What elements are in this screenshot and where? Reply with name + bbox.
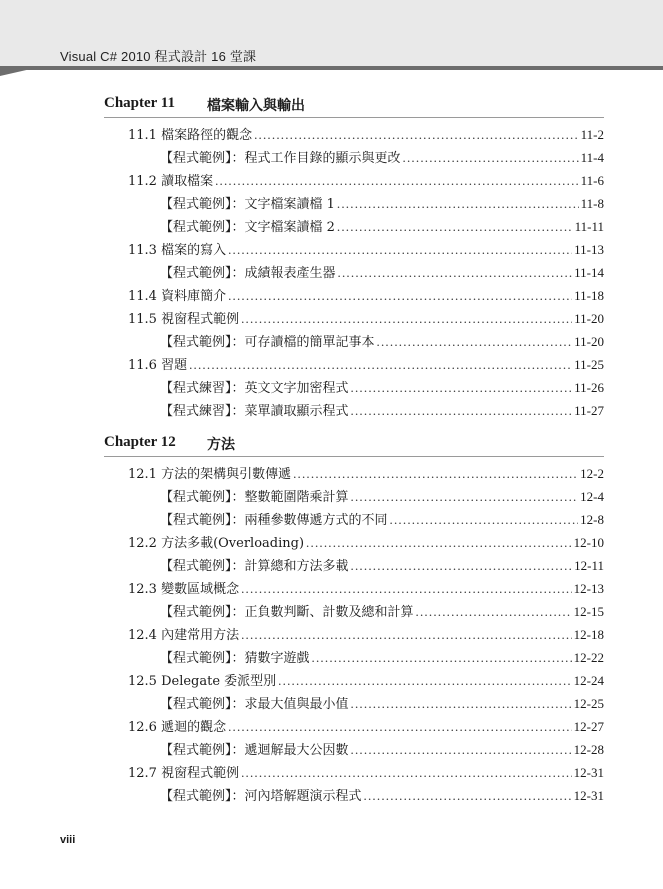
toc-entry-page: 12-25 bbox=[573, 696, 604, 711]
toc-list bbox=[104, 462, 604, 807]
toc-leader-dots bbox=[403, 146, 579, 169]
toc-example-entry bbox=[104, 738, 604, 761]
toc-entry-page: 12-28 bbox=[573, 742, 604, 757]
toc-entry-label: 11.1 檔案路徑的觀念 bbox=[128, 128, 253, 143]
toc-entry-page: 11-25 bbox=[574, 357, 604, 372]
toc-section-entry bbox=[104, 123, 604, 146]
toc-entry-label: 12.3 變數區域概念 bbox=[128, 582, 240, 597]
toc-entry-label: 【程式練習】：英文文字加密程式 bbox=[160, 381, 349, 396]
toc-leader-dots bbox=[364, 784, 572, 807]
book-title: Visual C# 2010 程式設計 16 堂課 bbox=[60, 49, 257, 64]
chapter-heading bbox=[104, 95, 604, 117]
toc-leader-dots bbox=[189, 353, 572, 376]
chapter-rule bbox=[104, 456, 604, 457]
toc-section-entry bbox=[104, 284, 604, 307]
toc-leader-dots bbox=[241, 761, 572, 784]
toc-example-entry bbox=[104, 508, 604, 531]
toc-leader-dots bbox=[338, 261, 573, 284]
chapter-11 bbox=[104, 95, 604, 419]
toc-leader-dots bbox=[306, 531, 572, 554]
toc-entry-label: 11.3 檔案的寫入 bbox=[128, 243, 227, 258]
toc-entry-page: 11-2 bbox=[580, 127, 604, 142]
toc-entry-page: 12-22 bbox=[573, 650, 604, 665]
toc-leader-dots bbox=[228, 238, 572, 261]
toc-section-entry bbox=[104, 669, 604, 692]
toc-entry-label: 【程式範例】：程式工作目錄的顯示與更改 bbox=[160, 151, 401, 166]
toc-example-entry bbox=[104, 215, 604, 238]
toc-leader-dots bbox=[351, 399, 573, 422]
toc-section-entry bbox=[104, 462, 604, 485]
toc-entry-page: 11-18 bbox=[574, 288, 604, 303]
toc-entry-label: 【程式範例】：河內塔解題演示程式 bbox=[160, 789, 362, 804]
toc-entry-page: 12-2 bbox=[580, 466, 604, 481]
toc-example-entry bbox=[104, 330, 604, 353]
toc-entry-page: 12-8 bbox=[580, 512, 604, 527]
chapter-title: 檔案輸入與輸出 bbox=[207, 98, 305, 114]
toc-entry-page: 12-24 bbox=[573, 673, 604, 688]
chapter-number: Chapter 11 bbox=[104, 95, 175, 111]
toc-entry-page: 12-27 bbox=[573, 719, 604, 734]
toc-entry-label: 【程式範例】：正負數判斷、計數及總和計算 bbox=[160, 605, 414, 620]
toc-leader-dots bbox=[351, 692, 572, 715]
toc-entry-page: 11-26 bbox=[574, 380, 604, 395]
toc-entry-page: 12-15 bbox=[573, 604, 604, 619]
toc-entry-label: 12.6 遞迴的觀念 bbox=[128, 720, 227, 735]
toc-entry-page: 11-27 bbox=[574, 403, 604, 418]
toc-entry-page: 12-31 bbox=[573, 788, 604, 803]
toc-section-entry bbox=[104, 577, 604, 600]
toc-leader-dots bbox=[351, 376, 573, 399]
toc-leader-dots bbox=[293, 462, 578, 485]
toc-section-entry bbox=[104, 307, 604, 330]
toc-section-entry bbox=[104, 531, 604, 554]
toc-entry-label: 11.4 資料庫簡介 bbox=[128, 289, 227, 304]
toc-entry-label: 【程式範例】：文字檔案讀檔 1 bbox=[160, 197, 335, 212]
toc-entry-label: 【程式範例】：計算總和方法多載 bbox=[160, 559, 349, 574]
toc-example-entry bbox=[104, 399, 604, 422]
toc-list bbox=[104, 123, 604, 422]
toc-entry-label: 【程式範例】：可存讀檔的簡單記事本 bbox=[160, 335, 375, 350]
toc-leader-dots bbox=[254, 123, 579, 146]
toc-entry-page: 11-4 bbox=[580, 150, 604, 165]
toc-leader-dots bbox=[241, 623, 572, 646]
chapter-number: Chapter 12 bbox=[104, 434, 176, 450]
toc-entry-label: 12.1 方法的架構與引數傳遞 bbox=[128, 467, 292, 482]
toc-entry-page: 12-31 bbox=[573, 765, 604, 780]
page-number: viii bbox=[60, 834, 76, 846]
chapter-heading bbox=[104, 434, 604, 456]
toc-entry-label: 11.5 視窗程式範例 bbox=[128, 312, 240, 327]
header-rule bbox=[0, 66, 663, 70]
toc-entry-label: 【程式範例】：求最大值與最小值 bbox=[160, 697, 349, 712]
toc-entry-label: 【程式範例】：遞迴解最大公因數 bbox=[160, 743, 349, 758]
toc-section-entry bbox=[104, 715, 604, 738]
toc-section-entry bbox=[104, 169, 604, 192]
toc-entry-page: 11-6 bbox=[580, 173, 604, 188]
toc-entry-label: 12.2 方法多載(Overloading) bbox=[128, 536, 305, 551]
toc-leader-dots bbox=[351, 554, 573, 577]
toc-example-entry bbox=[104, 146, 604, 169]
chapter-title: 方法 bbox=[207, 437, 235, 453]
toc-entry-label: 【程式範例】：文字檔案讀檔 2 bbox=[160, 220, 335, 235]
toc-example-entry bbox=[104, 600, 604, 623]
toc-leader-dots bbox=[228, 715, 572, 738]
toc-entry-label: 11.6 習題 bbox=[128, 358, 188, 373]
running-header bbox=[0, 0, 663, 68]
toc-entry-page: 11-13 bbox=[574, 242, 604, 257]
toc-section-entry bbox=[104, 761, 604, 784]
toc-entry-label: 12.5 Delegate 委派型別 bbox=[128, 674, 277, 689]
toc-entry-page: 11-20 bbox=[574, 334, 604, 349]
toc-leader-dots bbox=[377, 330, 573, 353]
toc-entry-page: 11-14 bbox=[574, 265, 604, 280]
toc-entry-label: 12.7 視窗程式範例 bbox=[128, 766, 240, 781]
toc-entry-label: 【程式練習】：菜單讀取顯示程式 bbox=[160, 404, 349, 419]
toc-entry-label: 【程式範例】：整數範圍階乘計算 bbox=[160, 490, 349, 505]
toc-leader-dots bbox=[241, 307, 572, 330]
toc-section-entry bbox=[104, 353, 604, 376]
toc-leader-dots bbox=[351, 738, 572, 761]
toc-entry-label: 12.4 內建常用方法 bbox=[128, 628, 240, 643]
toc-example-entry bbox=[104, 646, 604, 669]
toc-example-entry bbox=[104, 261, 604, 284]
toc-entry-page: 11-20 bbox=[574, 311, 604, 326]
toc-example-entry bbox=[104, 554, 604, 577]
toc-leader-dots bbox=[241, 577, 572, 600]
toc-leader-dots bbox=[337, 192, 579, 215]
chapter-12 bbox=[104, 434, 604, 804]
toc-entry-label: 11.2 讀取檔案 bbox=[128, 174, 214, 189]
toc-entry-page: 12-11 bbox=[574, 558, 604, 573]
toc-section-entry bbox=[104, 623, 604, 646]
toc-example-entry bbox=[104, 192, 604, 215]
toc-leader-dots bbox=[228, 284, 572, 307]
toc-entry-page: 11-11 bbox=[574, 219, 604, 234]
chapter-rule bbox=[104, 117, 604, 118]
toc-example-entry bbox=[104, 485, 604, 508]
toc-leader-dots bbox=[337, 215, 573, 238]
toc-example-entry bbox=[104, 692, 604, 715]
toc-leader-dots bbox=[312, 646, 572, 669]
toc-entry-page: 12-4 bbox=[580, 489, 604, 504]
toc-leader-dots bbox=[215, 169, 579, 192]
toc-entry-page: 12-18 bbox=[573, 627, 604, 642]
toc-entry-page: 12-13 bbox=[573, 581, 604, 596]
toc-leader-dots bbox=[416, 600, 572, 623]
toc-example-entry bbox=[104, 376, 604, 399]
toc-example-entry bbox=[104, 784, 604, 807]
toc-leader-dots bbox=[390, 508, 579, 531]
toc-entry-label: 【程式範例】：猜數字遊戲 bbox=[160, 651, 310, 666]
toc-entry-label: 【程式範例】：成績報表產生器 bbox=[160, 266, 336, 281]
toc-entry-page: 11-8 bbox=[580, 196, 604, 211]
toc-leader-dots bbox=[351, 485, 579, 508]
toc-section-entry bbox=[104, 238, 604, 261]
toc-entry-page: 12-10 bbox=[573, 535, 604, 550]
toc-entry-label: 【程式範例】：兩種參數傳遞方式的不同 bbox=[160, 513, 388, 528]
toc-leader-dots bbox=[278, 669, 571, 692]
